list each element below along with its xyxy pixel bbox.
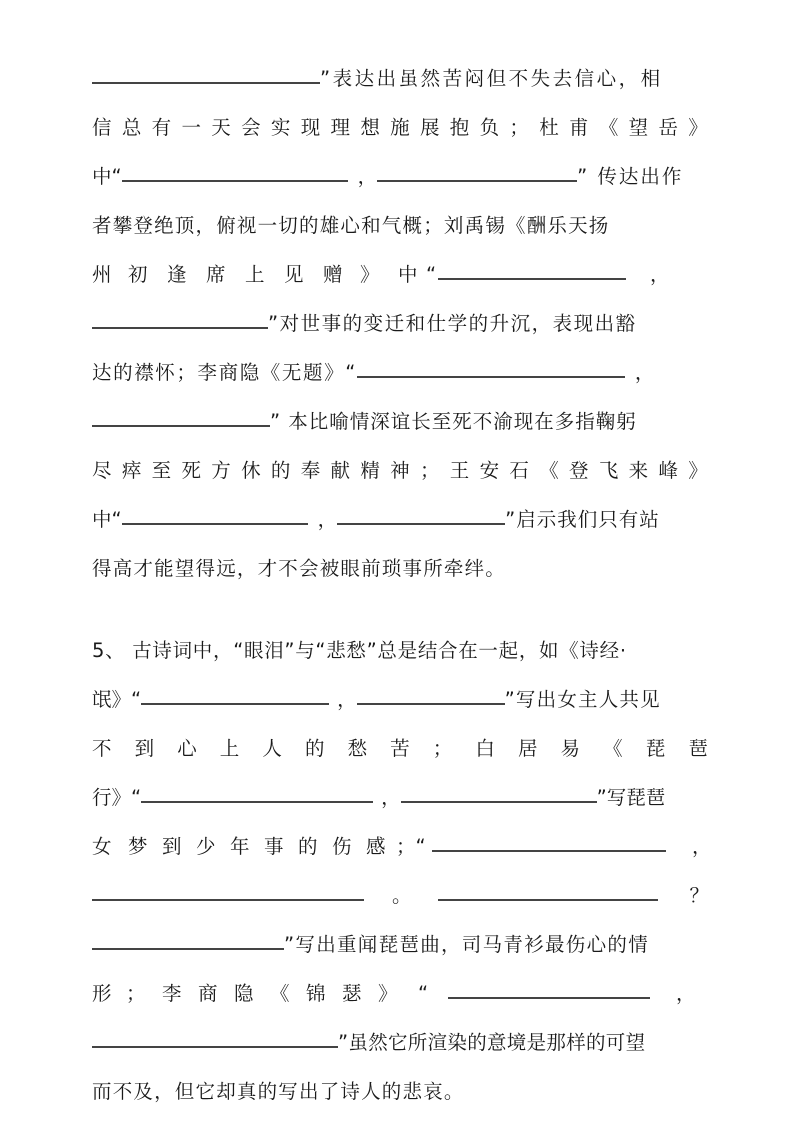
q5-line-9: ”虽然它所渲染的意境是那样的可望 [92,1012,708,1052]
p4-line-11: 得高才能望得远，才不会被眼前琐事所牵绊。 [92,556,507,580]
answer-blank[interactable] [357,703,505,705]
p4-line-9: 尽 瘁 至 死 方 休 的 奉 献 精 神 ； 王 安 石 《 登 飞 来 峰 》 [92,458,708,482]
answer-blank[interactable] [92,899,364,901]
answer-blank[interactable] [401,801,597,803]
answer-blank[interactable] [438,899,658,901]
answer-blank[interactable] [337,523,505,525]
p4-line-2: 信 总 有 一 天 会 实 现 理 想 施 展 抱 负 ； 杜 甫 《 望 岳 》 [92,115,708,139]
answer-blank[interactable] [92,327,268,329]
p4-line-4: 者攀登绝顶，俯视一切的雄心和气概；刘禹锡《酬乐天扬 [92,213,610,237]
q5-line-1: 5、 古诗词中，“眼泪”与“悲愁”总是结合在一起，如《诗经· [92,638,627,662]
answer-blank[interactable] [357,376,625,378]
q5-line-10: 而不及，但它却真的写出了诗人的悲哀。 [92,1079,465,1103]
answer-blank[interactable] [432,850,666,852]
p4-line-8: ” 本比喻情深谊长至死不渝现在多指鞠躬 [92,391,708,431]
q5-line-4: 行》“ ， ”写琵琶 [92,785,666,809]
q5-line-7: ”写出重闻琵琶曲，司马青衫最伤心的情 [92,914,708,954]
p4-line-6: ”对世事的变迁和仕学的升沉，表现出豁 [92,293,708,333]
p4-line-7: 达的襟怀；李商隐《无题》“ ， [92,360,655,384]
q5-line-6: 。 ？ [92,865,708,905]
answer-blank[interactable] [448,997,650,999]
answer-blank[interactable] [438,278,626,280]
p4-line-1: ”表达出虽然苦闷但不失去信心，相 [92,48,708,88]
q5-line-8: 形 ； 李 商 隐 《 锦 瑟 》 “ ， [92,981,696,1005]
p4-line-5: 州 初 逢 席 上 见 赠 》 中 “ ， [92,262,670,286]
q5-line-3: 不 到 心 上 人 的 愁 苦 ； 白 居 易 《 琵 琶 [92,736,708,760]
p4-line-10: 中“ ， ”启示我们只有站 [92,507,660,531]
answer-blank[interactable] [141,801,373,803]
answer-blank[interactable] [377,180,577,182]
p4-line-3: 中“ ， ” 传达出作 [92,164,684,188]
answer-blank[interactable] [122,180,348,182]
answer-blank[interactable] [122,523,308,525]
q5-line-2: 氓》“ ， ”写出女主人共见 [92,687,661,711]
answer-blank[interactable] [92,425,270,427]
answer-blank[interactable] [92,82,320,84]
answer-blank[interactable] [92,1046,338,1048]
q5-line-5: 女 梦 到 少 年 事 的 伤 感 ；“ ， [92,834,712,858]
answer-blank[interactable] [141,703,329,705]
answer-blank[interactable] [92,948,284,950]
